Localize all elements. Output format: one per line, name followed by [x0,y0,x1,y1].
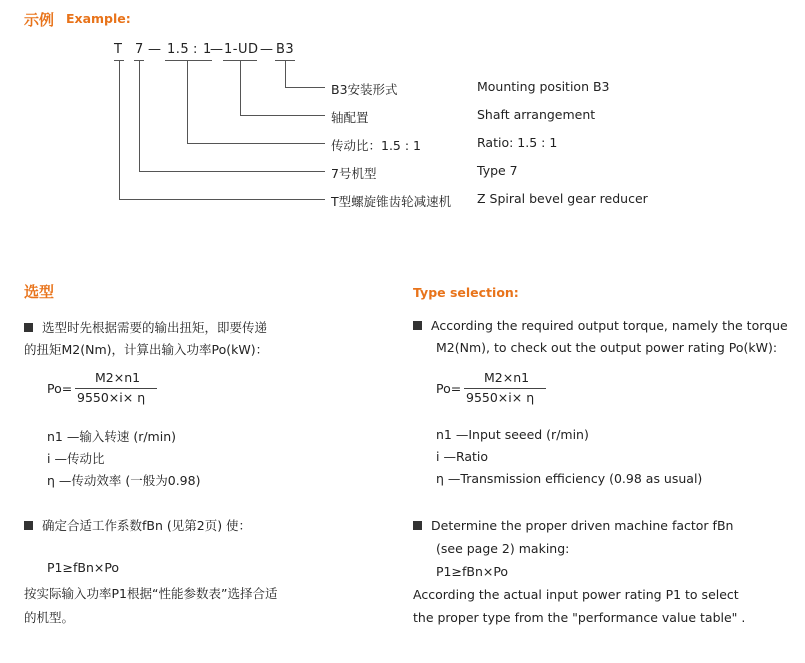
left-para1-line2: 的扭矩M2(Nm)，计算出输入功率Po(kW)： [24,342,269,357]
left-def-efficiency: η —传动效率 (一般为0.98) [47,473,201,488]
code-dash-3: — [260,42,274,57]
left-para1-line1: 选型时先根据需要的输出扭矩，即要传递 [24,318,267,336]
bullet-square-icon [413,521,422,530]
example-row-type-en: Z Spiral bevel gear reducer [477,191,648,206]
code-part-type: T [114,42,123,57]
right-para3-line1: According the actual input power rating P1 to select [413,587,739,602]
example-title-en: Example: [66,11,131,26]
code-dash-2: — [210,42,224,57]
left-section-title: 选型 [24,283,55,301]
code-part-size: 7 [135,42,144,57]
example-row-mounting-en: Mounting position B3 [477,79,610,94]
right-formula-numerator: M2×n1 [484,370,530,385]
example-row-ratio-cn: 传动比：1.5 : 1 [331,138,421,153]
right-def-input-speed: n1 —Input seeed (r/min) [436,427,589,442]
left-eq2: P1≥fBn×Po [47,560,120,575]
example-row-mounting-cn: B3安装形式 [331,82,398,97]
right-para3-line2: the proper type from the "performance value table" . [413,610,746,625]
left-para3-line2: 的机型。 [24,610,75,625]
right-para2-line2: (see page 2) making: [436,541,570,556]
right-section-title: Type selection: [413,285,519,300]
right-para2-line1: Determine the proper driven machine factor fBn [413,518,733,533]
example-row-type-cn: T型螺旋锥齿轮减速机 [331,194,452,209]
example-row-ratio-en: Ratio: 1.5 : 1 [477,135,558,150]
right-def-ratio: i —Ratio [436,449,489,464]
code-dash-1: — [148,42,162,57]
right-formula-lhs: Po= [436,381,462,396]
bullet-square-icon [413,321,422,330]
left-def-ratio: i —传动比 [47,451,105,466]
example-title-cn: 示例 [24,11,55,29]
left-para2: 确定合适工作系数fBn (见第2页) 使： [24,516,251,534]
example-row-shaft-en: Shaft arrangement [477,107,596,122]
left-formula-numerator: M2×n1 [95,370,141,385]
right-formula-bar [464,388,546,389]
right-def-efficiency: η —Transmission efficiency (0.98 as usual) [436,471,703,486]
code-part-ratio-a: 1.5 [167,42,190,57]
example-row-size-cn: 7号机型 [331,166,377,181]
left-formula-denominator: 9550×i× η [77,390,146,405]
code-colon: : [193,42,198,57]
right-formula-denominator: 9550×i× η [466,390,535,405]
right-para1-line2: M2(Nm), to check out the output power rating Po(kW): [436,340,778,355]
example-row-size-en: Type 7 [477,163,518,178]
code-part-ratio-b: 1 [203,42,212,57]
bullet-square-icon [24,521,33,530]
right-eq2: P1≥fBn×Po [436,564,509,579]
left-def-input-speed: n1 —输入转速 (r/min) [47,429,176,444]
code-part-mounting: B3 [276,42,295,57]
code-part-shaft: 1-UD [224,42,259,57]
left-formula-bar [75,388,157,389]
left-para3-line1: 按实际输入功率P1根据“性能参数表”选择合适 [24,586,278,601]
example-row-shaft-cn: 轴配置 [331,110,369,125]
right-para1-line1: According the required output torque, namely the torque [413,318,788,333]
left-formula-lhs: Po= [47,381,73,396]
bullet-square-icon [24,323,33,332]
